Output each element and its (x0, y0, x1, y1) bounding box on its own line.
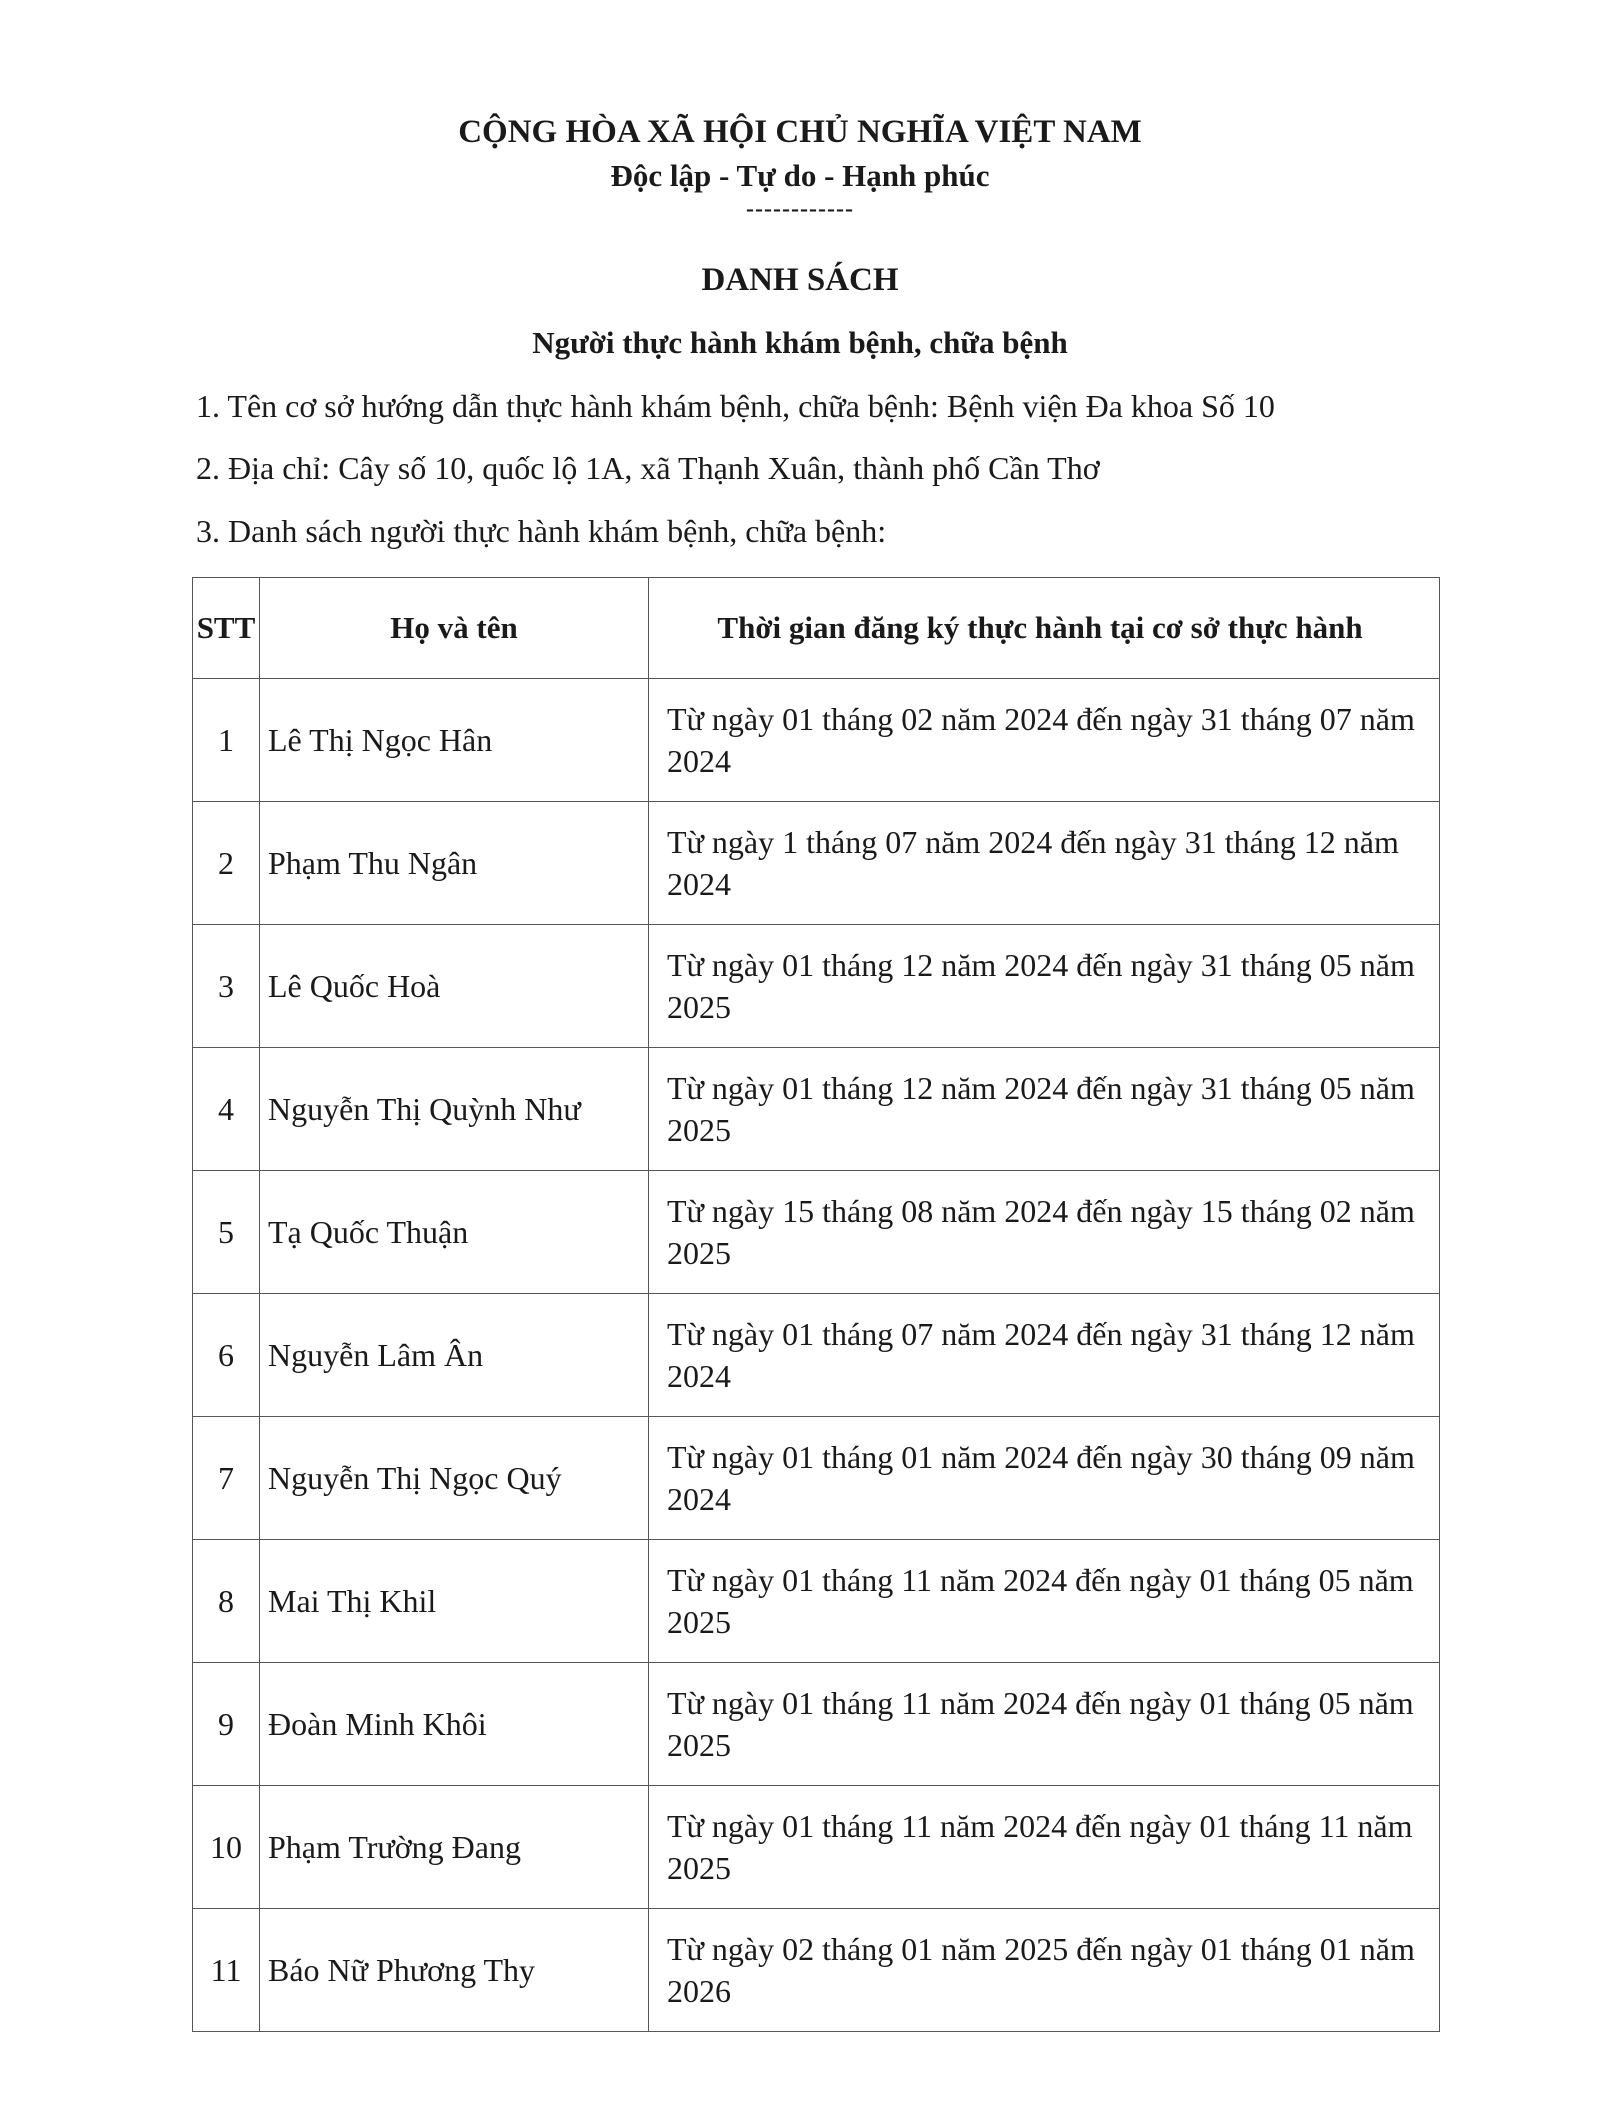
row-name: Nguyễn Thị Quỳnh Như (260, 1048, 649, 1171)
row-period: Từ ngày 01 tháng 07 năm 2024 đến ngày 31 tháng 12 năm 2024 (649, 1294, 1440, 1417)
row-stt: 7 (193, 1417, 260, 1540)
table-row (193, 1540, 1440, 1663)
row-period: Từ ngày 01 tháng 11 năm 2024 đến ngày 01 tháng 05 năm 2025 (649, 1663, 1440, 1786)
separator: ------------ (746, 196, 854, 222)
table-row (193, 1909, 1440, 2032)
table-row (193, 1417, 1440, 1540)
row-stt: 3 (193, 925, 260, 1048)
row-name: Đoàn Minh Khôi (260, 1663, 649, 1786)
row-stt: 2 (193, 802, 260, 925)
practitioner-table (192, 577, 1440, 2032)
row-name: Nguyễn Lâm Ân (260, 1294, 649, 1417)
row-name: Báo Nữ Phương Thy (260, 1909, 649, 2032)
row-name: Phạm Trường Đang (260, 1786, 649, 1909)
row-stt: 4 (193, 1048, 260, 1171)
row-stt: 6 (193, 1294, 260, 1417)
table-row (193, 1171, 1440, 1294)
row-stt: 11 (193, 1909, 260, 2032)
table-row (193, 1786, 1440, 1909)
address-line: 2. Địa chỉ: Cây số 10, quốc lộ 1A, xã Thạnh Xuân, thành phố Cần Thơ (196, 450, 1100, 486)
nation-heading: CỘNG HÒA XÃ HỘI CHỦ NGHĨA VIỆT NAM (458, 114, 1142, 150)
row-name: Phạm Thu Ngân (260, 802, 649, 925)
row-name: Lê Thị Ngọc Hân (260, 679, 649, 802)
row-period: Từ ngày 01 tháng 11 năm 2024 đến ngày 01 tháng 05 năm 2025 (649, 1540, 1440, 1663)
column-header-period: Thời gian đăng ký thực hành tại cơ sở thực hành (649, 578, 1440, 679)
table-row (193, 1663, 1440, 1786)
list-intro-line: 3. Danh sách người thực hành khám bệnh, chữa bệnh: (196, 513, 887, 549)
row-period: Từ ngày 15 tháng 08 năm 2024 đến ngày 15 tháng 02 năm 2025 (649, 1171, 1440, 1294)
row-stt: 9 (193, 1663, 260, 1786)
row-period: Từ ngày 01 tháng 12 năm 2024 đến ngày 31 tháng 05 năm 2025 (649, 925, 1440, 1048)
row-stt: 1 (193, 679, 260, 802)
facility-name-line: 1. Tên cơ sở hướng dẫn thực hành khám bệnh, chữa bệnh: Bệnh viện Đa khoa Số 10 (196, 388, 1275, 424)
row-period: Từ ngày 01 tháng 01 năm 2024 đến ngày 30 tháng 09 năm 2024 (649, 1417, 1440, 1540)
row-stt: 5 (193, 1171, 260, 1294)
row-period: Từ ngày 01 tháng 11 năm 2024 đến ngày 01 tháng 11 năm 2025 (649, 1786, 1440, 1909)
table-row (193, 1048, 1440, 1171)
row-period: Từ ngày 01 tháng 02 năm 2024 đến ngày 31 tháng 07 năm 2024 (649, 679, 1440, 802)
motto: Độc lập - Tự do - Hạnh phúc (610, 158, 990, 193)
row-stt: 10 (193, 1786, 260, 1909)
table-row (193, 925, 1440, 1048)
row-stt: 8 (193, 1540, 260, 1663)
column-header-stt: STT (193, 578, 260, 679)
row-name: Mai Thị Khil (260, 1540, 649, 1663)
row-period: Từ ngày 01 tháng 12 năm 2024 đến ngày 31 tháng 05 năm 2025 (649, 1048, 1440, 1171)
row-name: Nguyễn Thị Ngọc Quý (260, 1417, 649, 1540)
column-header-name: Họ và tên (260, 578, 649, 679)
row-name: Tạ Quốc Thuận (260, 1171, 649, 1294)
row-period: Từ ngày 1 tháng 07 năm 2024 đến ngày 31 tháng 12 năm 2024 (649, 802, 1440, 925)
table-row (193, 802, 1440, 925)
row-name: Lê Quốc Hoà (260, 925, 649, 1048)
row-period: Từ ngày 02 tháng 01 năm 2025 đến ngày 01 tháng 01 năm 2026 (649, 1909, 1440, 2032)
table-row (193, 679, 1440, 802)
document-title: DANH SÁCH (701, 262, 899, 298)
table-row (193, 1294, 1440, 1417)
table-header-row (193, 578, 1440, 679)
document-subtitle: Người thực hành khám bệnh, chữa bệnh (532, 325, 1068, 360)
